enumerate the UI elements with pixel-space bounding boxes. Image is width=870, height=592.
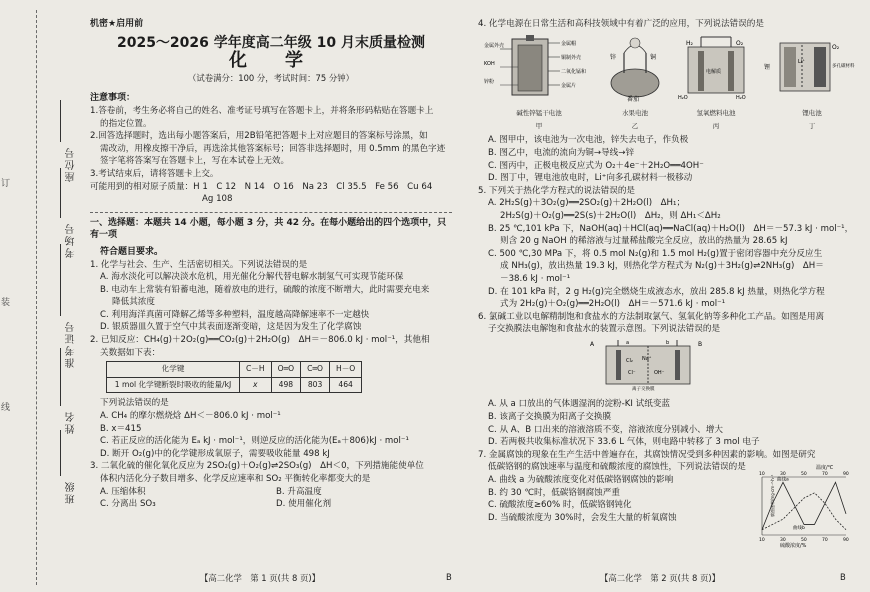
q4-figures xyxy=(484,33,854,133)
figure-caption: 碱性锌锰干电池 xyxy=(516,109,562,118)
q6-option-a[interactable]: A. 从 a 口放出的气体遇湿润的淀粉-KI 试纸变蓝 xyxy=(488,399,671,410)
notice-line: 的指定位置。 xyxy=(100,118,152,129)
q7-option-c[interactable]: C. 硫酸浓度≥60% 时，低碳铬钢钝化 xyxy=(488,500,632,511)
q4-stem: 4. 化学电源在日常生活和高科技领域中有着广泛的应用，下列说法错误的是 xyxy=(478,19,764,29)
figure-caption: 氢氧燃料电池 xyxy=(696,109,736,118)
q5-option-a-cont: 2H₂S(g)＋O₂(g)══2S(s)＋2H₂O(l) ΔH₂，则 ΔH₁＜ΔH₂ xyxy=(500,210,721,221)
fig-label: Cl₂ xyxy=(626,357,633,364)
q3-options-row xyxy=(90,486,452,499)
chart-top-tick-label: 10 xyxy=(759,471,765,477)
q3-stem-cont: 体积内活化分子数目增多、化学反应速率和 SO₂ 平衡转化率都变大的是 xyxy=(100,474,371,484)
fig-label: 铜制外壳 xyxy=(561,54,582,61)
section-title: 一、选择题：本题共 14 小题，每小题 3 分，共 42 分。在每小题给出的四个选项中，只有一项 xyxy=(90,217,447,241)
chart-top-axis-label: 温度/℃ xyxy=(816,464,834,471)
fig-label: Cl⁻ xyxy=(628,369,636,376)
fig-label: 多孔碳材料 xyxy=(832,63,855,69)
q1-option-c[interactable]: C. 利用海洋真菌可降解乙烯等多种塑料，温度越高降解速率不一定越快 xyxy=(100,309,370,320)
q2-stem: 2. 已知反应：CH₄(g)＋2O₂(g)══CO₂(g)＋2H₂O(g) ΔH＝－806.0 kJ · mol⁻¹，其他相 xyxy=(90,335,430,346)
fig-label: 二氧化锰和 xyxy=(561,68,587,75)
q5-option-a[interactable]: A. 2H₂S(g)＋3O₂(g)══2SO₂(g)＋2H₂O(l) ΔH₁； xyxy=(488,198,686,209)
fig-label: 金属外壳 xyxy=(484,42,505,49)
exam-title: 2025～2026 学年度高二年级 10 月末质量检测 xyxy=(116,34,426,51)
q3-option-d[interactable]: D. 使用催化剂 xyxy=(276,499,332,510)
zinc-manganese-battery-diagram xyxy=(484,33,594,103)
q4-option-c[interactable]: C. 图丙中，正极电极反应式为 O₂＋4e⁻＋2H₂O══4OH⁻ xyxy=(488,160,704,171)
page-2 xyxy=(478,18,855,549)
table-cell: 803 xyxy=(301,377,330,393)
q3-option-b[interactable]: B. 升高温度 xyxy=(276,486,322,497)
table-header-cell: C－H xyxy=(240,362,272,378)
subject-title: 化 学 xyxy=(229,50,313,72)
notice-line: 1.答卷前，考生务必将自己的姓名、准考证号填写在答题卡上，并将条形码粘贴在答题卡上 xyxy=(90,105,434,116)
q3-stem: 3. 二氧化硫的催化氧化反应为 2SO₂(g)＋O₂(g)⇌2SO₃(g) ΔH＜0，下列措施能使单位 xyxy=(90,461,424,472)
fig-label: 锂 xyxy=(764,63,771,71)
fig-label: 锌粉 xyxy=(484,78,495,85)
chart-top-tick-label: 50 xyxy=(801,471,807,477)
page-1-footer-tag: B xyxy=(446,572,452,582)
ticket-number-line[interactable] xyxy=(60,244,61,316)
fig-label: O₂ xyxy=(832,43,840,51)
chart-series-label: 曲线a xyxy=(777,477,789,483)
fig-label: B xyxy=(698,340,703,348)
q2-option-c[interactable]: C. 若正反应的活化能为 Eₐ kJ · mol⁻¹，则逆反应的活化能为(Eₐ＋806)kJ · mol⁻¹ xyxy=(100,436,409,447)
ticket-number-label: 准考证号 xyxy=(66,320,77,368)
table-row xyxy=(107,377,362,393)
fig-label: 铜 xyxy=(650,53,657,61)
cut-mark: 线 xyxy=(1,403,11,413)
notice-title: 注意事项： xyxy=(90,93,136,104)
table-header-cell: H－O xyxy=(330,362,362,378)
q5-option-b[interactable]: B. 25 ℃,101 kPa 下，NaOH(aq)＋HCl(aq)══NaCl(aq)＋H₂O(l) ΔH＝－57.3 kJ · mol⁻¹， xyxy=(488,223,854,234)
fig-label: H₂ xyxy=(686,39,693,47)
page-2-footer-tag: B xyxy=(840,572,846,582)
fig-label: 电解质 xyxy=(706,68,722,75)
seat-number-label: 座位号 xyxy=(66,146,77,182)
q5-stem: 5. 下列关于热化学方程式的说法错误的是 xyxy=(478,185,636,196)
bond-energy-table xyxy=(106,361,362,393)
q3-option-a[interactable]: A. 压缩体积 xyxy=(100,486,146,497)
q7-option-b[interactable]: B. 约 30 ℃时，低碳铬钢腐蚀严重 xyxy=(488,487,620,498)
figure-caption: 锂电池 xyxy=(802,109,822,118)
q6-option-b[interactable]: B. 该离子交换膜为阳离子交换膜 xyxy=(488,412,612,423)
q5-option-c[interactable]: C. 500 ℃,30 MPa 下，将 0.5 mol N₂(g)和 1.5 mol H₂(g)置于密闭容器中充分反应生 xyxy=(488,248,823,259)
divider xyxy=(90,212,452,213)
page-1-footer: 【高二化学 第 1 页(共 8 页)】 xyxy=(200,573,320,583)
q5-option-c-cont: －38.6 kJ · mol⁻¹ xyxy=(500,273,571,284)
atomic-mass-line: Ag 108 xyxy=(202,194,233,205)
fig-label: H₂O xyxy=(678,94,688,101)
chart-bottom-tick-label: 90 xyxy=(843,537,849,543)
figure-tag: 乙 xyxy=(631,121,639,130)
table-header-cell: O═O xyxy=(271,362,301,378)
q6-stem: 6. 氯碱工业以电解精制饱和食盐水的方法制取氯气、氢氧化钠等多种化工产品。如图是用离 xyxy=(478,311,825,322)
figure-tag: 甲 xyxy=(535,121,543,130)
figure-tag: 丁 xyxy=(808,121,816,130)
page-2-footer: 【高二化学 第 2 页(共 8 页)】 xyxy=(600,573,720,583)
fig-label: A xyxy=(590,340,595,348)
exam-room-line[interactable] xyxy=(60,168,61,218)
chart-bottom-tick-label: 30 xyxy=(780,537,786,543)
table-header-cell: 化学键 xyxy=(107,362,240,378)
fig-label: OH⁻ xyxy=(654,369,665,376)
q3-option-c[interactable]: C. 分离出 SO₃ xyxy=(100,499,156,510)
q5-option-c-cont: 成 NH₃(g)，放出热量 19.3 kJ，则热化学方程式为 N₂(g)＋3H₂(g)⇌2NH₃(g) ΔH＝ xyxy=(500,261,824,272)
q5-option-d-cont: 式为 2H₂(g)＋O₂(g)══2H₂O(l) ΔH＝－571.6 kJ · mol⁻¹ xyxy=(500,299,726,310)
figure-yi xyxy=(600,33,670,133)
binding-dashed-line xyxy=(36,10,37,585)
corrosion-rate-chart xyxy=(746,461,854,549)
q2-ask: 下列说法错误的是 xyxy=(100,398,169,409)
name-line[interactable] xyxy=(60,348,61,406)
page-1 xyxy=(90,18,452,511)
chart-top-tick-label: 70 xyxy=(822,471,828,477)
seat-number-line[interactable] xyxy=(60,100,61,142)
q1-option-d[interactable]: D. 银质器皿久置于空气中其表面逐渐变暗，这是因为发生了化学腐蚀 xyxy=(100,322,362,333)
fig-label: 金属片 xyxy=(561,82,577,89)
chart-ylabel: 腐蚀速率/mg·cm⁻²·h⁻¹ xyxy=(770,474,775,517)
chart-bottom-tick-label: 10 xyxy=(759,537,765,543)
name-label: 姓名 xyxy=(66,410,77,434)
class-line[interactable] xyxy=(60,430,61,476)
exam-room-label: 考场号 xyxy=(66,222,77,258)
notice-line: 签字笔将答案写在答题卡上，写在本试卷上无效。 xyxy=(100,156,290,167)
q1-stem: 1. 化学与社会、生产、生活密切相关。下列说法错误的是 xyxy=(90,259,308,270)
fig-label: b xyxy=(666,339,670,346)
chart-top-tick-label: 30 xyxy=(780,471,786,477)
lithium-battery-diagram xyxy=(762,33,862,103)
fig-label: Li⁺ xyxy=(798,58,805,65)
q7-option-d[interactable]: D. 当硫酸浓度为 30%时，会发生大量的析氧腐蚀 xyxy=(488,512,677,523)
table-cell: 498 xyxy=(271,377,301,393)
q5-option-b-cont: 则含 20 g NaOH 的稀溶液与过量稀盐酸完全反应，放出的热量为 28.65 kJ xyxy=(500,236,788,247)
fig-label: Na⁺ xyxy=(642,355,652,362)
exam-info: （试卷满分：100 分，考试时间：75 分钟） xyxy=(188,72,354,83)
notice-line: 需改动，用橡皮擦干净后，再选涂其他答案标号；回答非选择题时，用 0.5mm 的黑色字迹 xyxy=(100,143,446,154)
figure-bing xyxy=(676,33,756,133)
q6-option-c[interactable]: C. 从 A、B 口出来的溶液溶质不变，溶液浓度分别减小、增大 xyxy=(488,424,723,435)
atomic-mass-line: 可能用到的相对原子质量：H 1 C 12 N 14 O 16 Na 23 Cl 35.5 Fe 56 Cu 64 xyxy=(90,181,433,192)
fig-label: KOH xyxy=(484,60,495,67)
q3-options-row xyxy=(90,498,452,511)
cut-mark: 装 xyxy=(1,298,11,308)
section-title: 符合题目要求。 xyxy=(100,246,164,257)
chlor-alkali-cell-diagram xyxy=(588,338,703,392)
fig-label: 番茄 xyxy=(627,95,640,103)
q6-option-d[interactable]: D. 若两极共收集标准状况下 33.6 L 气体，则电路中转移了 3 mol 电子 xyxy=(488,437,760,448)
q2-option-a[interactable]: A. CH₄ 的摩尔燃烧焓 ΔH＜－806.0 kJ · mol⁻¹ xyxy=(100,411,281,422)
figure-jia xyxy=(484,33,594,133)
hydrogen-fuel-cell-diagram xyxy=(676,33,756,103)
q1-option-b-cont: 降低其浓度 xyxy=(112,297,155,308)
q1-option-a[interactable]: A. 海水淡化可以解决淡水危机，用光催化分解代替电解水制氢气可实现节能环保 xyxy=(100,272,404,283)
q4-option-b[interactable]: B. 图乙中，电流的流向为铜→导线→锌 xyxy=(488,147,635,158)
q7-stem: 7. 金属腐蚀的现象在生产生活中普遍存在，其腐蚀情况受到多种因素的影响。如图是研究 xyxy=(478,449,816,460)
fig-label: a xyxy=(626,339,630,346)
q1-option-b[interactable]: B. 电动车上常装有铅蓄电池，随着放电的进行，硫酸的浓度不断增大，此时需要充电来 xyxy=(100,284,430,295)
notice-line: 2.回答选择题时，选出每小题答案后，用2B铅笔把答题卡上对应题目的答案标号涂黑，如 xyxy=(90,131,428,142)
q5-option-d[interactable]: D. 在 101 kPa 时，2 g H₂(g)完全燃烧生成液态水，放出 285.8 kJ 热量，则热化学方程 xyxy=(488,286,825,297)
chart-bottom-axis-label: 硫酸浓度/% xyxy=(780,542,807,549)
q2-option-b[interactable]: B. x＝415 xyxy=(100,423,142,434)
q4-option-a[interactable]: A. 图甲中，该电池为一次电池，锌失去电子，作负极 xyxy=(488,135,689,146)
fig-label: O₂ xyxy=(736,39,744,47)
chart-bottom-tick-label: 50 xyxy=(801,537,807,543)
table-row xyxy=(107,362,362,378)
notice-line: 3.考试结束后，请将答题卡上交。 xyxy=(90,168,219,179)
fig-label: 离子交换膜 xyxy=(632,386,655,392)
table-header-cell: C═O xyxy=(301,362,330,378)
fig-label: 金属帽 xyxy=(561,40,577,47)
figure-ding xyxy=(762,33,862,133)
q4-option-d[interactable]: D. 图丁中，锂电池放电时，Li⁺向多孔碳材料一极移动 xyxy=(488,173,693,184)
cut-mark: 订 xyxy=(1,179,11,189)
table-cell: x xyxy=(240,377,272,393)
fig-label: 锌 xyxy=(610,53,617,61)
secret-mark: 机密★启用前 xyxy=(90,19,144,29)
figure-caption: 水果电池 xyxy=(622,109,648,118)
q7-option-a[interactable]: A. 曲线 a 为硫酸浓度变化对低碳铬钢腐蚀的影响 xyxy=(488,475,674,486)
q7-stem-cont: 低碳铬钢的腐蚀速率与温度和硫酸浓度的腐蚀性，下列说法错误的是 xyxy=(488,462,746,473)
chart-series-label: 曲线b xyxy=(793,526,805,532)
class-label: 班级 xyxy=(66,480,77,504)
q2-stem-cont: 关数据如下表： xyxy=(100,347,161,358)
q7-block xyxy=(478,449,854,549)
table-cell: 464 xyxy=(330,377,362,393)
q2-option-d[interactable]: D. 断开 O₂(g)中的化学键形成氧原子，需要吸收能量 498 kJ xyxy=(100,448,330,459)
fig-label: H₂O xyxy=(736,94,746,101)
chart-bottom-tick-label: 70 xyxy=(822,537,828,543)
figure-tag: 丙 xyxy=(712,121,720,130)
chart-top-tick-label: 90 xyxy=(843,471,849,477)
table-cell: 1 mol 化学键断裂时吸收的能量/kJ xyxy=(107,377,240,393)
fruit-battery-diagram xyxy=(600,33,670,103)
binding-strip xyxy=(0,0,88,592)
q6-stem-cont: 子交换膜法电解饱和食盐水的装置示意图。下列说法错误的是 xyxy=(488,324,721,335)
